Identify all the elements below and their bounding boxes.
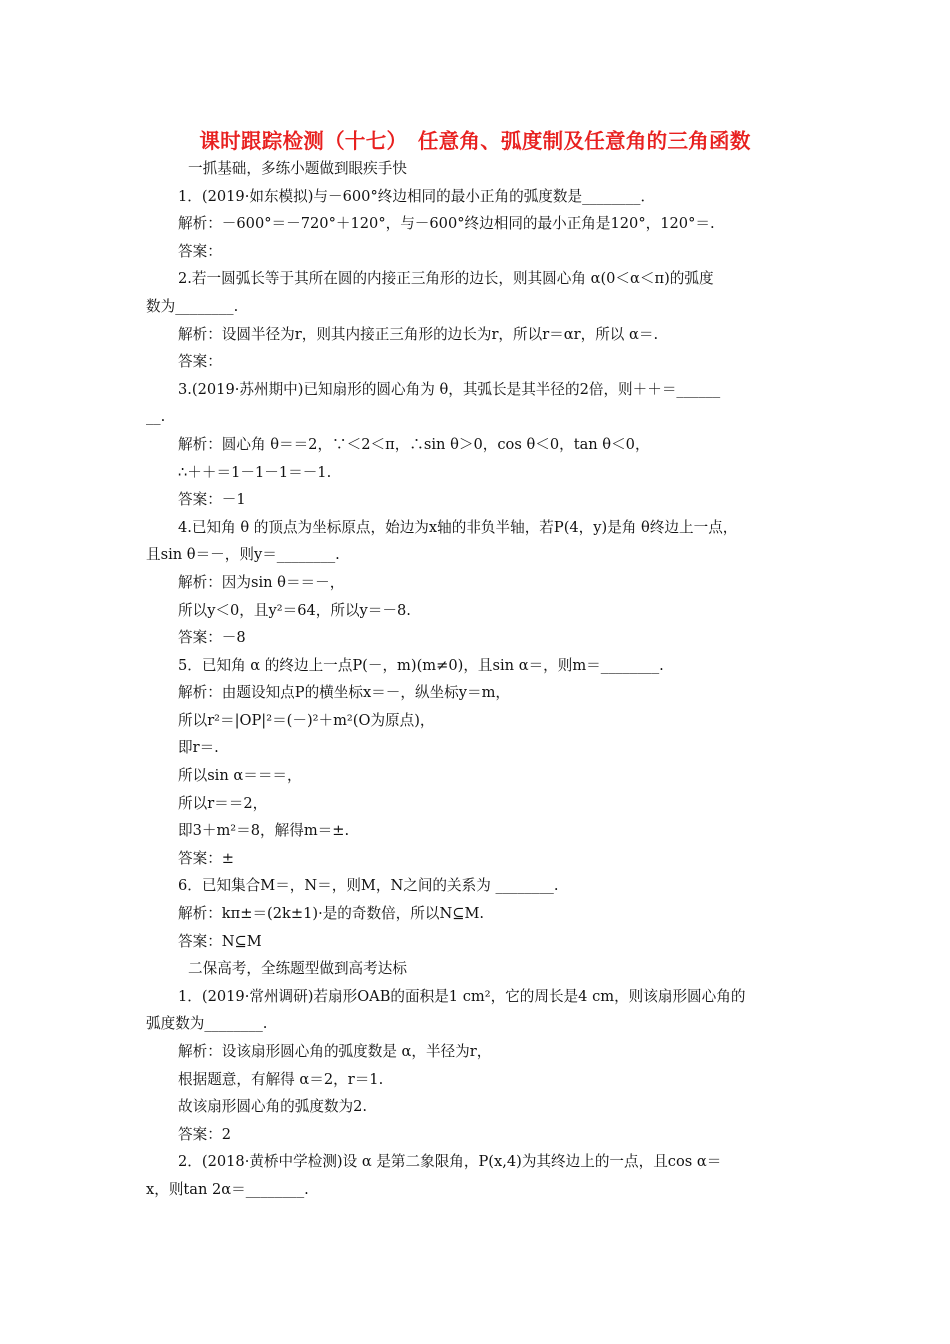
text-line: 且sin θ＝－，则y＝________. bbox=[146, 546, 340, 564]
text-line: 即3＋m²＝8，解得m＝±. bbox=[178, 822, 350, 840]
text-line: 2．(2018·黄桥中学检测)设 α 是第二象限角，P(x,4)为其终边上的一点，且cos α＝ bbox=[178, 1153, 722, 1171]
text-line: 6．已知集合M＝，N＝，则M，N之间的关系为 ________. bbox=[178, 877, 559, 895]
text-line: 答案：± bbox=[178, 849, 235, 867]
page-title: 课时跟踪检测（十七） 任意角、弧度制及任意角的三角函数 bbox=[199, 129, 751, 153]
text-line: 答案：－1 bbox=[178, 491, 246, 509]
text-line: 一抓基础，多练小题做到眼疾手快 bbox=[188, 160, 407, 177]
text-line: 答案：2 bbox=[178, 1125, 232, 1143]
text-line: 数为________. bbox=[146, 297, 239, 315]
text-line: 根据题意，有解得 α＝2，r＝1. bbox=[178, 1070, 384, 1088]
text-line: 解析：设该扇形圆心角的弧度数是 α，半径为r， bbox=[178, 1043, 492, 1060]
text-line: 解析：kπ±＝(2k±1)·是的奇数倍，所以N⊆M. bbox=[178, 905, 485, 923]
text-line: 所以y＜0，且y²＝64，所以y＝－8. bbox=[178, 601, 411, 619]
text-line: 5．已知角 α 的终边上一点P(－，m)(m≠0)，且sin α＝，则m＝________. bbox=[178, 656, 664, 674]
text-line: 所以r²＝|OP|²＝(－)²＋m²(O为原点)， bbox=[178, 711, 435, 729]
text-line: 所以sin α＝＝＝， bbox=[178, 767, 302, 785]
text-line: 解析：圆心角 θ＝＝2，∵＜2＜π，∴sin θ＞0，cos θ＜0，tan θ＜0， bbox=[178, 435, 650, 453]
text-line: __. bbox=[146, 408, 166, 426]
text-line: 弧度数为________. bbox=[146, 1015, 268, 1033]
text-line: 2.若一圆弧长等于其所在圆的内接正三角形的边长，则其圆心角 α(0＜α＜π)的弧度 bbox=[178, 270, 714, 288]
text-line: 解析：设圆半径为r，则其内接正三角形的边长为r，所以r＝αr，所以 α＝. bbox=[178, 325, 659, 343]
text-line: 答案：N⊆M bbox=[178, 932, 262, 950]
text-line: 答案： bbox=[178, 353, 222, 371]
text-line: 答案： bbox=[178, 242, 222, 260]
text-line: 即r＝. bbox=[178, 739, 219, 757]
text-line: ∴＋＋＝1－1－1＝－1. bbox=[178, 463, 332, 481]
text-line: 1．(2019·常州调研)若扇形OAB的面积是1 cm²，它的周长是4 cm，则该扇形圆心角的 bbox=[178, 987, 746, 1005]
text-line: 故该扇形圆心角的弧度数为2. bbox=[178, 1098, 368, 1116]
text-line: 解析：因为sin θ＝＝－， bbox=[178, 573, 345, 591]
document-body bbox=[146, 155, 816, 1204]
text-line: 解析：由题设知点P的横坐标x＝－，纵坐标y＝m， bbox=[178, 684, 511, 702]
text-line: 所以r＝＝2， bbox=[178, 794, 268, 812]
text-line: x，则tan 2α＝________. bbox=[146, 1180, 309, 1198]
text-line: 1．(2019·如东模拟)与－600°终边相同的最小正角的弧度数是________． bbox=[178, 187, 656, 205]
text-line: 二保高考，全练题型做到高考达标 bbox=[188, 960, 407, 978]
text-line: 4.已知角 θ 的顶点为坐标原点，始边为x轴的非负半轴，若P(4，y)是角 θ终边上一点， bbox=[178, 518, 738, 536]
text-line: 答案：－8 bbox=[178, 629, 246, 647]
text-line: 解析：－600°＝－720°＋120°，与－600°终边相同的最小正角是120°，120°＝. bbox=[178, 215, 715, 233]
text-line: 3.(2019·苏州期中)已知扇形的圆心角为 θ，其弧长是其半径的2倍，则＋＋＝______ bbox=[178, 380, 721, 398]
